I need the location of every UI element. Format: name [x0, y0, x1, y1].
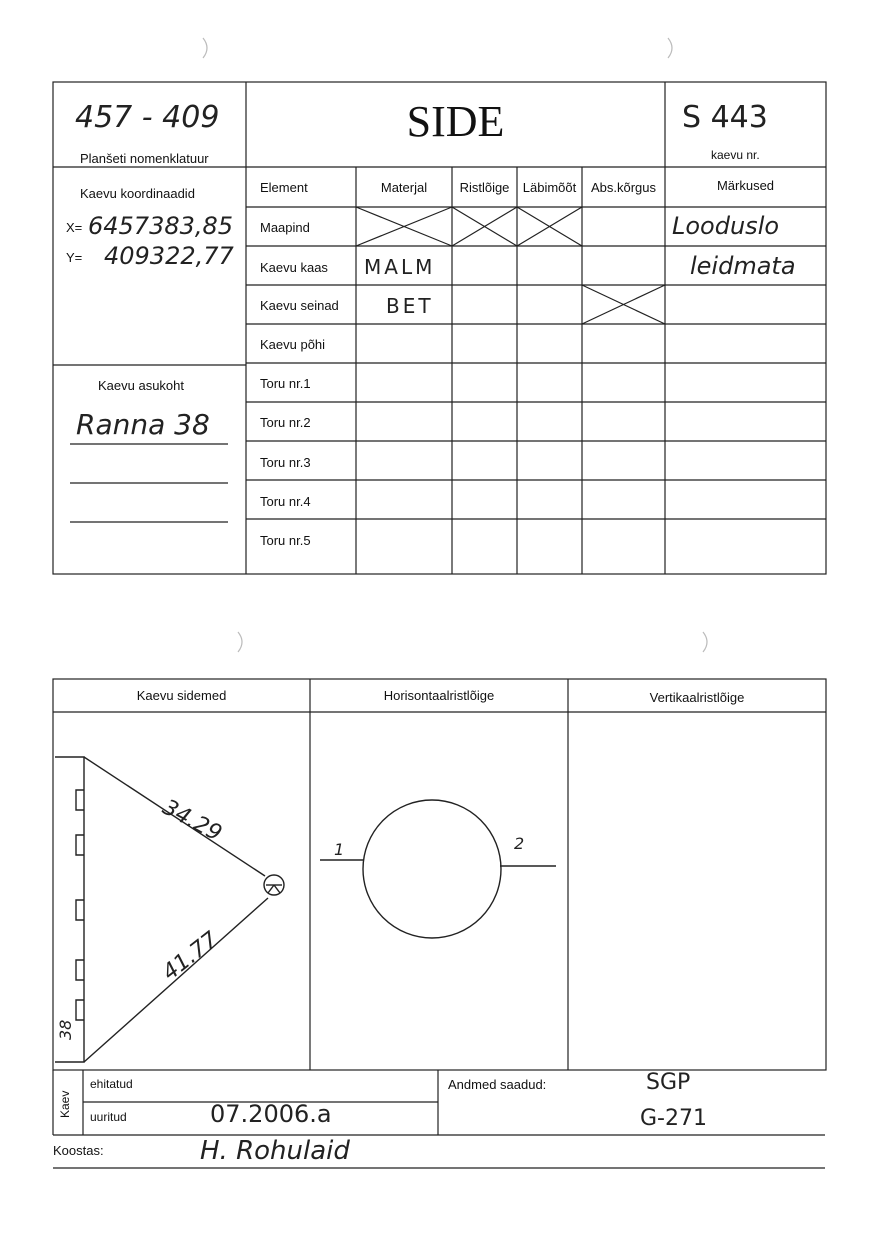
updated-label: uuritud — [90, 1110, 127, 1124]
col-remarks: Märkused — [716, 178, 775, 193]
x-label: X= — [66, 220, 83, 235]
y-label: Y= — [66, 250, 83, 265]
row-element: Toru nr.2 — [260, 415, 311, 430]
distance-label: 41.77 — [158, 927, 224, 986]
well-no-value: S 443 — [682, 100, 768, 135]
walls-material: BET — [386, 294, 434, 318]
col-cross-section: Ristlõige — [459, 180, 510, 195]
remark-ground: Looduslo — [672, 212, 780, 240]
pipe-1-label: 1 — [334, 840, 345, 859]
built-label: ehitatud — [90, 1077, 133, 1091]
row-element: Toru nr.3 — [260, 455, 311, 470]
row-element: Kaevu seinad — [260, 298, 339, 313]
vertical-section-header: Vertikaalristlõige — [649, 690, 745, 705]
updated-value: 07.2006.a — [210, 1100, 332, 1128]
side-label: Kaev — [58, 1090, 72, 1118]
col-element: Element — [260, 180, 308, 195]
cover-material: MALM — [364, 255, 436, 279]
col-abs-height: Abs.kõrgus — [590, 180, 657, 195]
horizontal-section-header: Horisontaalristlõige — [383, 688, 495, 703]
col-material: Materjal — [380, 180, 428, 195]
distance-label: 34.29 — [158, 795, 226, 847]
nomenclature-value: 457 - 409 — [75, 100, 220, 135]
col-diameter: Läbimõõt — [522, 180, 577, 195]
row-element: Kaevu kaas — [260, 260, 328, 275]
y-value: 409322,77 — [104, 242, 234, 270]
location-label: Kaevu asukoht — [98, 378, 185, 393]
row-element: Toru nr.1 — [260, 376, 311, 391]
page-title: SIDE — [406, 97, 505, 146]
nomenclature-label: Planšeti nomenklatuur — [80, 151, 209, 166]
row-element: Kaevu põhi — [260, 337, 326, 352]
section-sketch — [320, 800, 556, 938]
row-element: Maapind — [260, 220, 310, 235]
data-source-value: SGP — [646, 1070, 691, 1095]
x-value: 6457383,85 — [88, 212, 234, 240]
row-element: Toru nr.4 — [260, 494, 311, 509]
author-label: Koostas: — [53, 1143, 104, 1158]
remark-cover: leidmata — [690, 252, 796, 280]
coords-label: Kaevu koordinaadid — [80, 186, 195, 201]
author-value: H. Rohulaid — [200, 1136, 350, 1166]
building-number: 38 — [56, 1019, 75, 1040]
data-source-value: G-271 — [640, 1106, 707, 1131]
location-value: Ranna 38 — [76, 408, 210, 441]
data-source-label: Andmed saadud: — [448, 1077, 547, 1092]
row-element: Toru nr.5 — [260, 533, 311, 548]
pipe-2-label: 2 — [514, 834, 525, 853]
ties-header: Kaevu sidemed — [136, 688, 227, 703]
well-no-label: kaevu nr. — [711, 148, 760, 162]
